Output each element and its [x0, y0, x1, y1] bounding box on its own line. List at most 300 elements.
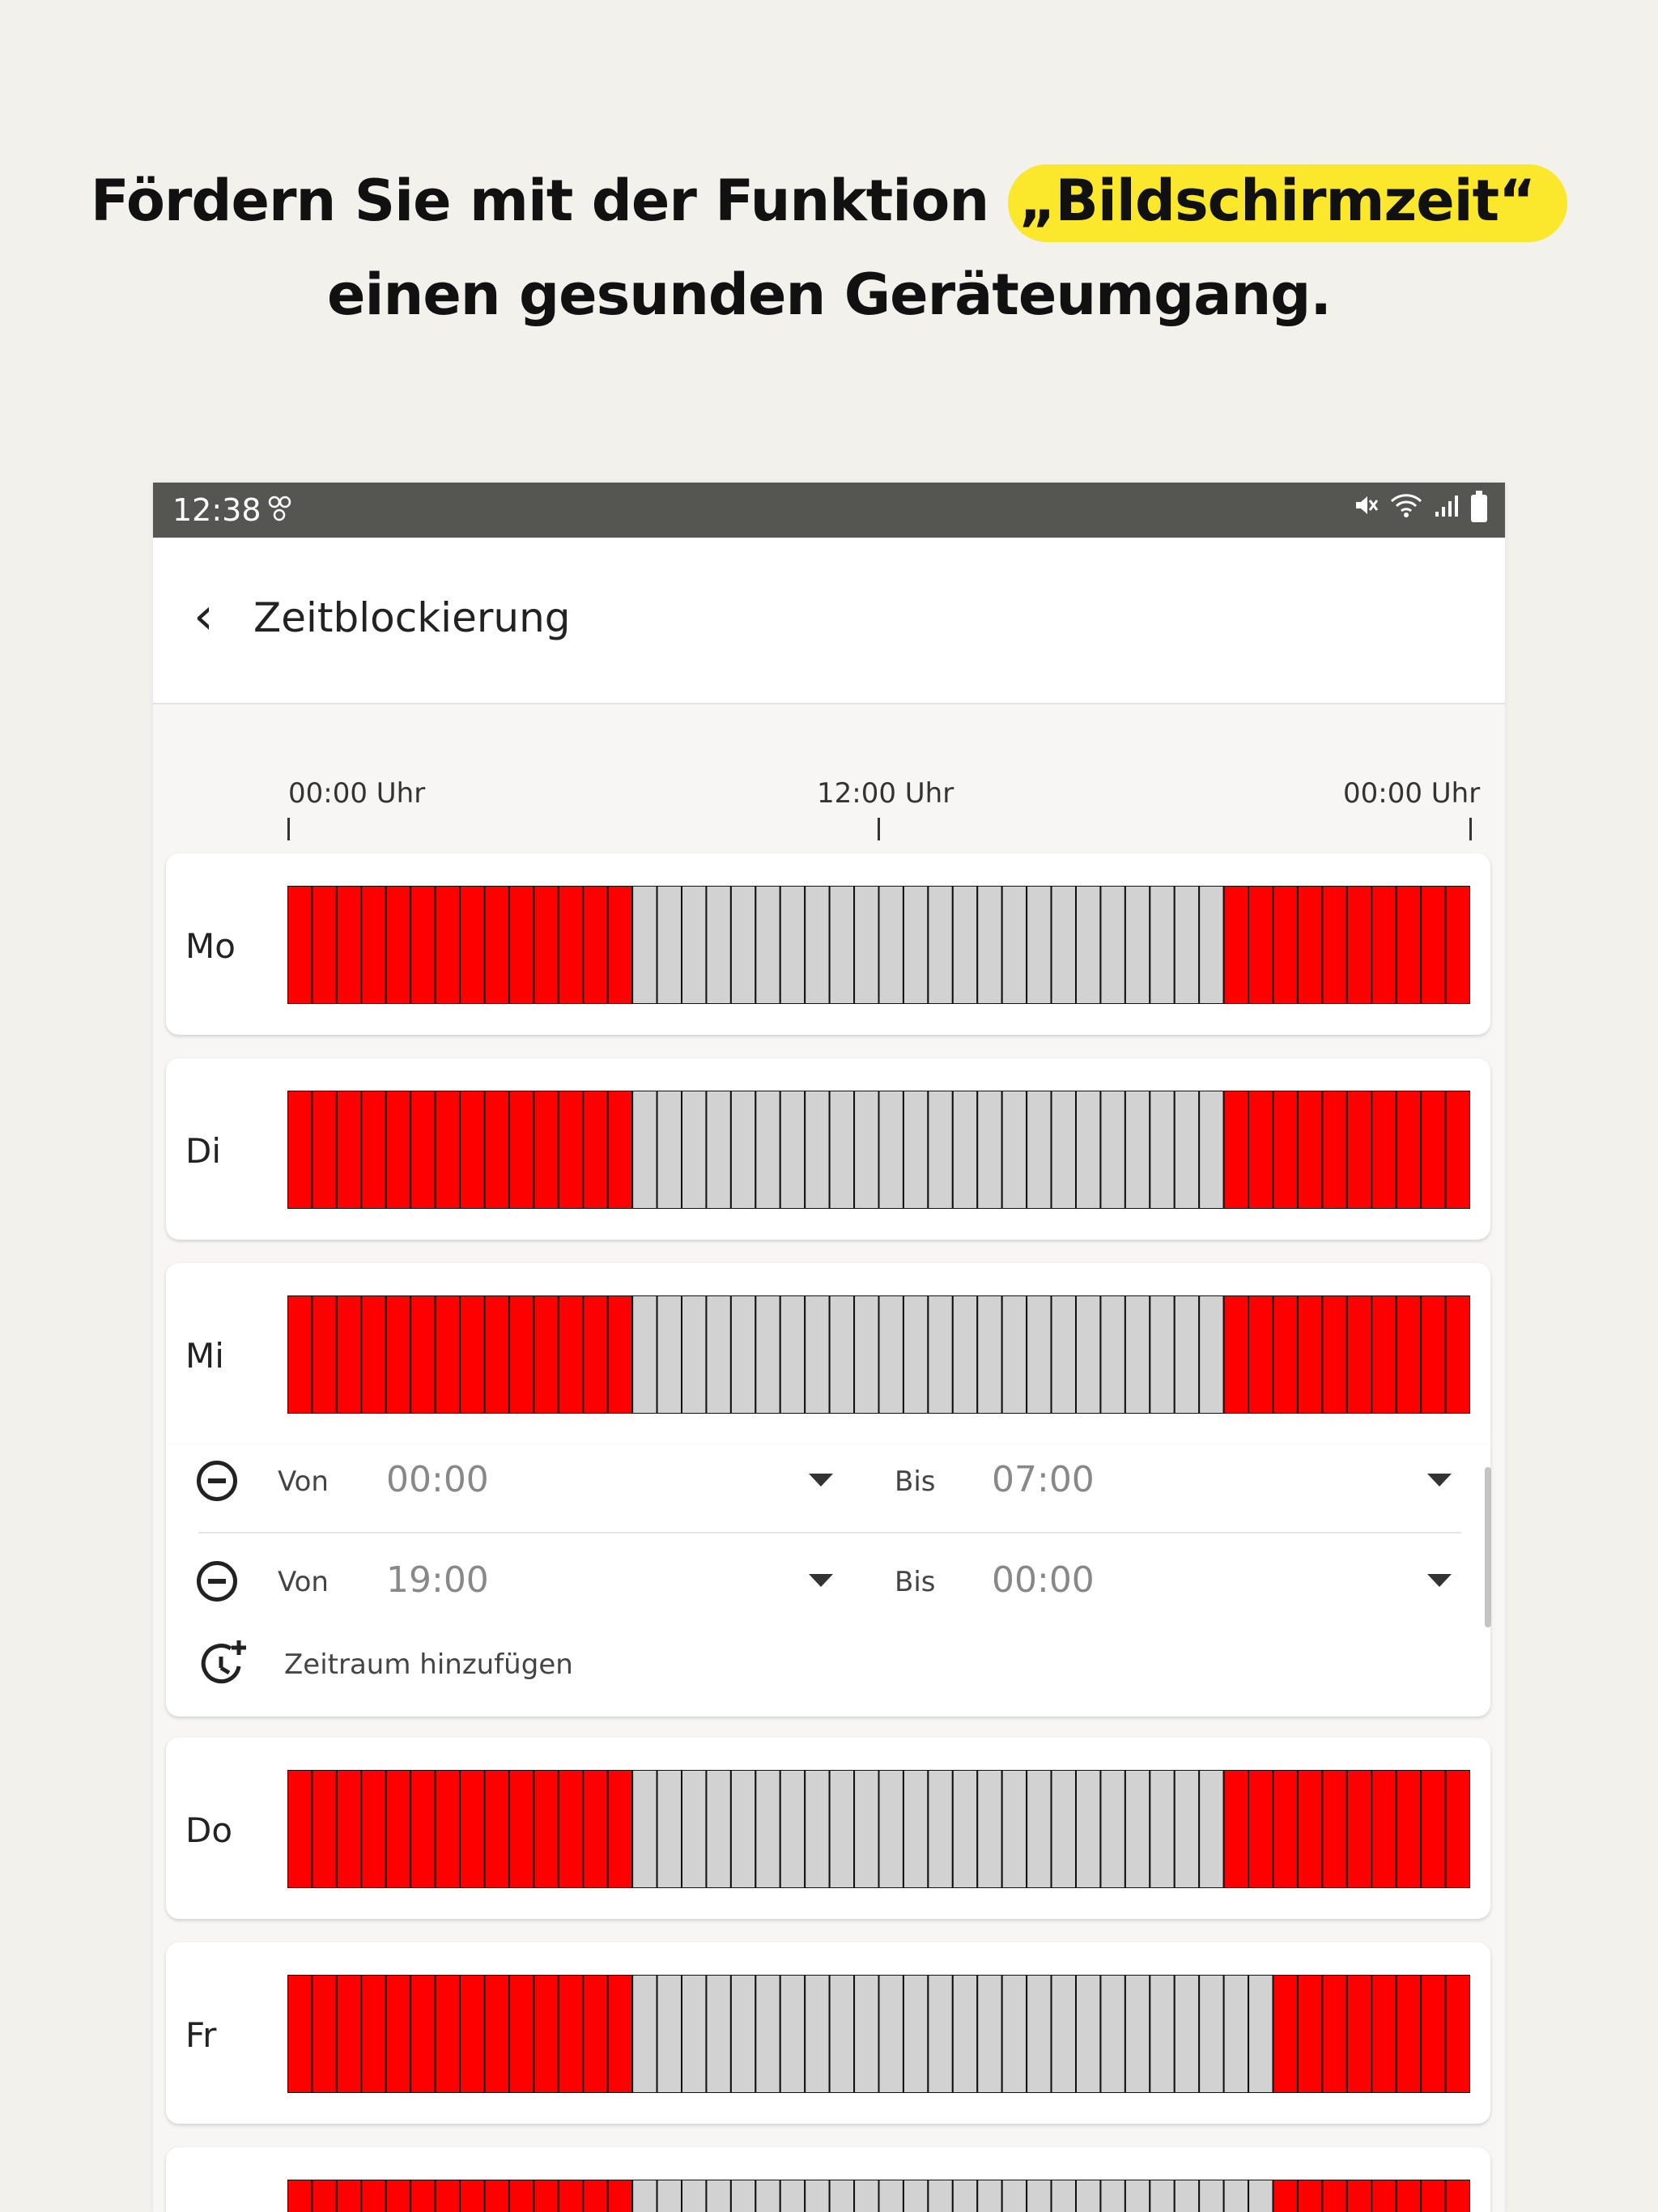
blocked-segment[interactable]	[1446, 1975, 1470, 2093]
blocked-segment[interactable]	[1421, 2180, 1445, 2212]
blocked-segment[interactable]	[1298, 1091, 1322, 1209]
allowed-segment[interactable]	[928, 1975, 952, 2093]
allowed-segment[interactable]	[1199, 1091, 1223, 1209]
blocked-segment[interactable]	[1347, 1295, 1371, 1414]
blocked-segment[interactable]	[1397, 1770, 1421, 1888]
allowed-segment[interactable]	[805, 1091, 829, 1209]
blocked-segment[interactable]	[287, 1091, 312, 1209]
bis-dropdown-icon[interactable]	[1427, 1474, 1452, 1487]
blocked-segment[interactable]	[509, 1091, 534, 1209]
blocked-segment[interactable]	[1347, 2180, 1371, 2212]
blocked-segment[interactable]	[608, 1975, 632, 2093]
allowed-segment[interactable]	[1052, 1770, 1076, 1888]
blocked-segment[interactable]	[386, 886, 410, 1004]
blocked-segment[interactable]	[534, 1975, 558, 2093]
allowed-segment[interactable]	[1076, 1295, 1100, 1414]
blocked-segment[interactable]	[337, 1091, 361, 1209]
blocked-segment[interactable]	[361, 1975, 385, 2093]
blocked-segment[interactable]	[485, 1295, 509, 1414]
allowed-segment[interactable]	[830, 886, 854, 1004]
allowed-segment[interactable]	[1027, 2180, 1051, 2212]
blocked-segment[interactable]	[287, 2180, 312, 2212]
allowed-segment[interactable]	[879, 1770, 903, 1888]
allowed-segment[interactable]	[706, 1091, 730, 1209]
allowed-segment[interactable]	[879, 1975, 903, 2093]
blocked-segment[interactable]	[1371, 1091, 1396, 1209]
blocked-segment[interactable]	[1446, 886, 1470, 1004]
allowed-segment[interactable]	[953, 1975, 977, 2093]
blocked-segment[interactable]	[1273, 1295, 1298, 1414]
blocked-segment[interactable]	[1298, 1975, 1322, 2093]
blocked-segment[interactable]	[1371, 1975, 1396, 2093]
blocked-segment[interactable]	[559, 1770, 583, 1888]
blocked-segment[interactable]	[1248, 1770, 1273, 1888]
allowed-segment[interactable]	[1100, 1770, 1124, 1888]
blocked-segment[interactable]	[485, 2180, 509, 2212]
allowed-segment[interactable]	[755, 2180, 780, 2212]
allowed-segment[interactable]	[977, 1091, 1001, 1209]
allowed-segment[interactable]	[1125, 1295, 1150, 1414]
allowed-segment[interactable]	[682, 1975, 706, 2093]
allowed-segment[interactable]	[903, 1975, 928, 2093]
blocked-segment[interactable]	[337, 1975, 361, 2093]
allowed-segment[interactable]	[830, 1091, 854, 1209]
allowed-segment[interactable]	[780, 886, 805, 1004]
blocked-segment[interactable]	[1446, 2180, 1470, 2212]
allowed-segment[interactable]	[854, 1770, 878, 1888]
allowed-segment[interactable]	[928, 2180, 952, 2212]
allowed-segment[interactable]	[879, 2180, 903, 2212]
allowed-segment[interactable]	[780, 1295, 805, 1414]
allowed-segment[interactable]	[1100, 886, 1124, 1004]
blocked-segment[interactable]	[1298, 1770, 1322, 1888]
blocked-segment[interactable]	[534, 2180, 558, 2212]
allowed-segment[interactable]	[731, 1295, 755, 1414]
allowed-segment[interactable]	[879, 886, 903, 1004]
blocked-segment[interactable]	[312, 1975, 336, 2093]
blocked-segment[interactable]	[1224, 1770, 1248, 1888]
allowed-segment[interactable]	[830, 2180, 854, 2212]
allowed-segment[interactable]	[1052, 2180, 1076, 2212]
allowed-segment[interactable]	[1150, 1770, 1174, 1888]
allowed-segment[interactable]	[731, 886, 755, 1004]
allowed-segment[interactable]	[977, 1770, 1001, 1888]
allowed-segment[interactable]	[657, 1975, 682, 2093]
allowed-segment[interactable]	[780, 1975, 805, 2093]
allowed-segment[interactable]	[928, 1091, 952, 1209]
allowed-segment[interactable]	[1150, 2180, 1174, 2212]
allowed-segment[interactable]	[977, 1295, 1001, 1414]
blocked-segment[interactable]	[1421, 1295, 1445, 1414]
allowed-segment[interactable]	[1076, 1975, 1100, 2093]
blocked-segment[interactable]	[534, 1295, 558, 1414]
blocked-segment[interactable]	[559, 2180, 583, 2212]
von-value[interactable]: 00:00	[386, 1459, 489, 1500]
allowed-segment[interactable]	[953, 1770, 977, 1888]
allowed-segment[interactable]	[953, 886, 977, 1004]
allowed-segment[interactable]	[1175, 1295, 1199, 1414]
day-card-sa[interactable]	[166, 2147, 1490, 2212]
allowed-segment[interactable]	[780, 1770, 805, 1888]
allowed-segment[interactable]	[1027, 886, 1051, 1004]
blocked-segment[interactable]	[559, 1295, 583, 1414]
allowed-segment[interactable]	[755, 886, 780, 1004]
blocked-segment[interactable]	[1298, 886, 1322, 1004]
blocked-segment[interactable]	[1421, 886, 1445, 1004]
blocked-segment[interactable]	[1397, 1295, 1421, 1414]
blocked-segment[interactable]	[361, 1091, 385, 1209]
blocked-segment[interactable]	[436, 886, 460, 1004]
blocked-segment[interactable]	[436, 1091, 460, 1209]
allowed-segment[interactable]	[805, 1295, 829, 1414]
blocked-segment[interactable]	[1273, 2180, 1298, 2212]
allowed-segment[interactable]	[1199, 2180, 1223, 2212]
blocked-segment[interactable]	[559, 1091, 583, 1209]
blocked-segment[interactable]	[509, 2180, 534, 2212]
allowed-segment[interactable]	[755, 1975, 780, 2093]
allowed-segment[interactable]	[780, 1091, 805, 1209]
allowed-segment[interactable]	[1002, 2180, 1027, 2212]
allowed-segment[interactable]	[1027, 1091, 1051, 1209]
blocked-segment[interactable]	[460, 1295, 484, 1414]
blocked-segment[interactable]	[1248, 1091, 1273, 1209]
add-time-slot[interactable]	[166, 1639, 1490, 1704]
add-slot-label[interactable]: Zeitraum hinzufügen	[284, 1648, 573, 1681]
allowed-segment[interactable]	[1027, 1295, 1051, 1414]
allowed-segment[interactable]	[953, 2180, 977, 2212]
allowed-segment[interactable]	[1199, 1975, 1223, 2093]
allowed-segment[interactable]	[854, 1091, 878, 1209]
blocked-segment[interactable]	[1421, 1091, 1445, 1209]
allowed-segment[interactable]	[1175, 2180, 1199, 2212]
blocked-segment[interactable]	[1224, 1295, 1248, 1414]
allowed-segment[interactable]	[1076, 886, 1100, 1004]
allowed-segment[interactable]	[830, 1295, 854, 1414]
allowed-segment[interactable]	[682, 1295, 706, 1414]
blocked-segment[interactable]	[509, 1975, 534, 2093]
allowed-segment[interactable]	[632, 1975, 657, 2093]
allowed-segment[interactable]	[682, 886, 706, 1004]
allowed-segment[interactable]	[755, 1091, 780, 1209]
allowed-segment[interactable]	[682, 1770, 706, 1888]
blocked-segment[interactable]	[1322, 2180, 1346, 2212]
allowed-segment[interactable]	[706, 1770, 730, 1888]
bis-dropdown-icon[interactable]	[1427, 1574, 1452, 1587]
blocked-segment[interactable]	[534, 1770, 558, 1888]
allowed-segment[interactable]	[1052, 886, 1076, 1004]
blocked-segment[interactable]	[485, 1975, 509, 2093]
allowed-segment[interactable]	[1076, 1770, 1100, 1888]
blocked-segment[interactable]	[1371, 886, 1396, 1004]
allowed-segment[interactable]	[903, 1295, 928, 1414]
blocked-segment[interactable]	[1397, 1091, 1421, 1209]
blocked-segment[interactable]	[1421, 1770, 1445, 1888]
allowed-segment[interactable]	[928, 1770, 952, 1888]
blocked-segment[interactable]	[1322, 886, 1346, 1004]
allowed-segment[interactable]	[1125, 2180, 1150, 2212]
allowed-segment[interactable]	[1125, 1091, 1150, 1209]
blocked-segment[interactable]	[1371, 1770, 1396, 1888]
blocked-segment[interactable]	[436, 1295, 460, 1414]
blocked-segment[interactable]	[361, 886, 385, 1004]
allowed-segment[interactable]	[1175, 1770, 1199, 1888]
allowed-segment[interactable]	[977, 2180, 1001, 2212]
blocked-segment[interactable]	[1273, 1770, 1298, 1888]
blocked-segment[interactable]	[386, 1975, 410, 2093]
blocked-segment[interactable]	[583, 1295, 607, 1414]
blocked-segment[interactable]	[583, 1975, 607, 2093]
blocked-segment[interactable]	[361, 1295, 385, 1414]
allowed-segment[interactable]	[805, 2180, 829, 2212]
blocked-segment[interactable]	[410, 1770, 435, 1888]
blocked-segment[interactable]	[1446, 1770, 1470, 1888]
allowed-segment[interactable]	[903, 1091, 928, 1209]
allowed-segment[interactable]	[1100, 1295, 1124, 1414]
blocked-segment[interactable]	[583, 1770, 607, 1888]
blocked-segment[interactable]	[1421, 1975, 1445, 2093]
allowed-segment[interactable]	[1150, 1975, 1174, 2093]
allowed-segment[interactable]	[928, 1295, 952, 1414]
allowed-segment[interactable]	[805, 886, 829, 1004]
blocked-segment[interactable]	[608, 886, 632, 1004]
allowed-segment[interactable]	[830, 1770, 854, 1888]
blocked-segment[interactable]	[337, 886, 361, 1004]
allowed-segment[interactable]	[1150, 1091, 1174, 1209]
blocked-segment[interactable]	[460, 1975, 484, 2093]
allowed-segment[interactable]	[1076, 1091, 1100, 1209]
allowed-segment[interactable]	[1125, 1770, 1150, 1888]
blocked-segment[interactable]	[1322, 1295, 1346, 1414]
blocked-segment[interactable]	[509, 886, 534, 1004]
allowed-segment[interactable]	[706, 2180, 730, 2212]
blocked-segment[interactable]	[1322, 1091, 1346, 1209]
blocked-segment[interactable]	[1273, 886, 1298, 1004]
blocked-segment[interactable]	[559, 886, 583, 1004]
time-bar[interactable]	[287, 1770, 1470, 1888]
blocked-segment[interactable]	[410, 1091, 435, 1209]
blocked-segment[interactable]	[1248, 886, 1273, 1004]
allowed-segment[interactable]	[1248, 1975, 1273, 2093]
allowed-segment[interactable]	[1052, 1091, 1076, 1209]
allowed-segment[interactable]	[1002, 1975, 1027, 2093]
allowed-segment[interactable]	[953, 1295, 977, 1414]
blocked-segment[interactable]	[1347, 1975, 1371, 2093]
allowed-segment[interactable]	[632, 886, 657, 1004]
day-card-fr[interactable]	[166, 1942, 1490, 2124]
blocked-segment[interactable]	[1397, 886, 1421, 1004]
blocked-segment[interactable]	[436, 1975, 460, 2093]
allowed-segment[interactable]	[682, 2180, 706, 2212]
blocked-segment[interactable]	[312, 886, 336, 1004]
blocked-segment[interactable]	[386, 1091, 410, 1209]
allowed-segment[interactable]	[1027, 1770, 1051, 1888]
allowed-segment[interactable]	[1125, 886, 1150, 1004]
blocked-segment[interactable]	[386, 1295, 410, 1414]
blocked-segment[interactable]	[583, 2180, 607, 2212]
bis-value[interactable]: 07:00	[992, 1459, 1095, 1500]
blocked-segment[interactable]	[410, 1975, 435, 2093]
blocked-segment[interactable]	[436, 1770, 460, 1888]
allowed-segment[interactable]	[1175, 1091, 1199, 1209]
allowed-segment[interactable]	[1150, 886, 1174, 1004]
blocked-segment[interactable]	[1446, 1091, 1470, 1209]
allowed-segment[interactable]	[879, 1091, 903, 1209]
blocked-segment[interactable]	[1371, 2180, 1396, 2212]
blocked-segment[interactable]	[1298, 1295, 1322, 1414]
allowed-segment[interactable]	[1100, 1975, 1124, 2093]
blocked-segment[interactable]	[1397, 1975, 1421, 2093]
blocked-segment[interactable]	[312, 2180, 336, 2212]
allowed-segment[interactable]	[928, 886, 952, 1004]
blocked-segment[interactable]	[608, 1091, 632, 1209]
time-bar[interactable]	[287, 1295, 1470, 1414]
allowed-segment[interactable]	[1199, 886, 1223, 1004]
allowed-segment[interactable]	[682, 1091, 706, 1209]
blocked-segment[interactable]	[312, 1295, 336, 1414]
allowed-segment[interactable]	[632, 1091, 657, 1209]
blocked-segment[interactable]	[1273, 1091, 1298, 1209]
scrollbar[interactable]	[1485, 1467, 1491, 1627]
blocked-segment[interactable]	[287, 1975, 312, 2093]
von-dropdown-icon[interactable]	[809, 1574, 833, 1587]
back-chevron-icon[interactable]: ‹	[193, 586, 214, 645]
blocked-segment[interactable]	[287, 1295, 312, 1414]
blocked-segment[interactable]	[1322, 1770, 1346, 1888]
time-bar[interactable]	[287, 1975, 1470, 2093]
allowed-segment[interactable]	[706, 886, 730, 1004]
blocked-segment[interactable]	[559, 1975, 583, 2093]
blocked-segment[interactable]	[1224, 1091, 1248, 1209]
allowed-segment[interactable]	[805, 1770, 829, 1888]
blocked-segment[interactable]	[1322, 1975, 1346, 2093]
allowed-segment[interactable]	[1175, 886, 1199, 1004]
blocked-segment[interactable]	[1298, 2180, 1322, 2212]
blocked-segment[interactable]	[608, 1295, 632, 1414]
allowed-segment[interactable]	[1100, 1091, 1124, 1209]
blocked-segment[interactable]	[436, 2180, 460, 2212]
allowed-segment[interactable]	[1052, 1295, 1076, 1414]
blocked-segment[interactable]	[1371, 1295, 1396, 1414]
blocked-segment[interactable]	[337, 1770, 361, 1888]
allowed-segment[interactable]	[1002, 886, 1027, 1004]
add-clock-icon[interactable]	[198, 1639, 249, 1689]
allowed-segment[interactable]	[854, 2180, 878, 2212]
time-bar[interactable]	[287, 1091, 1470, 1209]
blocked-segment[interactable]	[534, 1091, 558, 1209]
allowed-segment[interactable]	[1052, 1975, 1076, 2093]
blocked-segment[interactable]	[410, 2180, 435, 2212]
blocked-segment[interactable]	[287, 1770, 312, 1888]
allowed-segment[interactable]	[903, 2180, 928, 2212]
allowed-segment[interactable]	[879, 1295, 903, 1414]
blocked-segment[interactable]	[485, 1770, 509, 1888]
allowed-segment[interactable]	[657, 1770, 682, 1888]
von-dropdown-icon[interactable]	[809, 1474, 833, 1487]
allowed-segment[interactable]	[1199, 1295, 1223, 1414]
allowed-segment[interactable]	[830, 1975, 854, 2093]
allowed-segment[interactable]	[1248, 2180, 1273, 2212]
time-bar[interactable]	[287, 886, 1470, 1004]
blocked-segment[interactable]	[583, 886, 607, 1004]
bis-value[interactable]: 00:00	[992, 1559, 1095, 1601]
allowed-segment[interactable]	[657, 1295, 682, 1414]
allowed-segment[interactable]	[977, 886, 1001, 1004]
blocked-segment[interactable]	[312, 1770, 336, 1888]
blocked-segment[interactable]	[485, 886, 509, 1004]
remove-slot-icon[interactable]	[197, 1561, 237, 1602]
blocked-segment[interactable]	[583, 1091, 607, 1209]
blocked-segment[interactable]	[460, 1091, 484, 1209]
blocked-segment[interactable]	[608, 2180, 632, 2212]
blocked-segment[interactable]	[460, 2180, 484, 2212]
blocked-segment[interactable]	[1248, 1295, 1273, 1414]
blocked-segment[interactable]	[460, 886, 484, 1004]
allowed-segment[interactable]	[755, 1295, 780, 1414]
allowed-segment[interactable]	[731, 1975, 755, 2093]
allowed-segment[interactable]	[1076, 2180, 1100, 2212]
allowed-segment[interactable]	[854, 1295, 878, 1414]
day-card-do[interactable]	[166, 1738, 1490, 1919]
blocked-segment[interactable]	[386, 2180, 410, 2212]
allowed-segment[interactable]	[731, 2180, 755, 2212]
allowed-segment[interactable]	[657, 886, 682, 1004]
allowed-segment[interactable]	[1027, 1975, 1051, 2093]
blocked-segment[interactable]	[410, 886, 435, 1004]
blocked-segment[interactable]	[337, 1295, 361, 1414]
allowed-segment[interactable]	[706, 1975, 730, 2093]
allowed-segment[interactable]	[1224, 1975, 1248, 2093]
allowed-segment[interactable]	[805, 1975, 829, 2093]
allowed-segment[interactable]	[1125, 1975, 1150, 2093]
blocked-segment[interactable]	[485, 1091, 509, 1209]
blocked-segment[interactable]	[1347, 886, 1371, 1004]
blocked-segment[interactable]	[1273, 1975, 1298, 2093]
allowed-segment[interactable]	[1150, 1295, 1174, 1414]
allowed-segment[interactable]	[706, 1295, 730, 1414]
allowed-segment[interactable]	[657, 1091, 682, 1209]
allowed-segment[interactable]	[1175, 1975, 1199, 2093]
allowed-segment[interactable]	[1002, 1770, 1027, 1888]
blocked-segment[interactable]	[410, 1295, 435, 1414]
allowed-segment[interactable]	[1002, 1295, 1027, 1414]
blocked-segment[interactable]	[608, 1770, 632, 1888]
allowed-segment[interactable]	[1224, 2180, 1248, 2212]
allowed-segment[interactable]	[755, 1770, 780, 1888]
blocked-segment[interactable]	[509, 1770, 534, 1888]
allowed-segment[interactable]	[854, 1975, 878, 2093]
blocked-segment[interactable]	[386, 1770, 410, 1888]
blocked-segment[interactable]	[312, 1091, 336, 1209]
allowed-segment[interactable]	[632, 1770, 657, 1888]
allowed-segment[interactable]	[780, 2180, 805, 2212]
allowed-segment[interactable]	[1002, 1091, 1027, 1209]
blocked-segment[interactable]	[460, 1770, 484, 1888]
time-bar[interactable]	[287, 2180, 1470, 2212]
allowed-segment[interactable]	[657, 2180, 682, 2212]
blocked-segment[interactable]	[1347, 1091, 1371, 1209]
blocked-segment[interactable]	[509, 1295, 534, 1414]
blocked-segment[interactable]	[287, 886, 312, 1004]
allowed-segment[interactable]	[953, 1091, 977, 1209]
allowed-segment[interactable]	[731, 1770, 755, 1888]
day-card-mo[interactable]	[166, 853, 1490, 1035]
allowed-segment[interactable]	[977, 1975, 1001, 2093]
day-card-di[interactable]	[166, 1058, 1490, 1240]
allowed-segment[interactable]	[731, 1091, 755, 1209]
allowed-segment[interactable]	[854, 886, 878, 1004]
von-value[interactable]: 19:00	[386, 1559, 489, 1601]
allowed-segment[interactable]	[632, 1295, 657, 1414]
